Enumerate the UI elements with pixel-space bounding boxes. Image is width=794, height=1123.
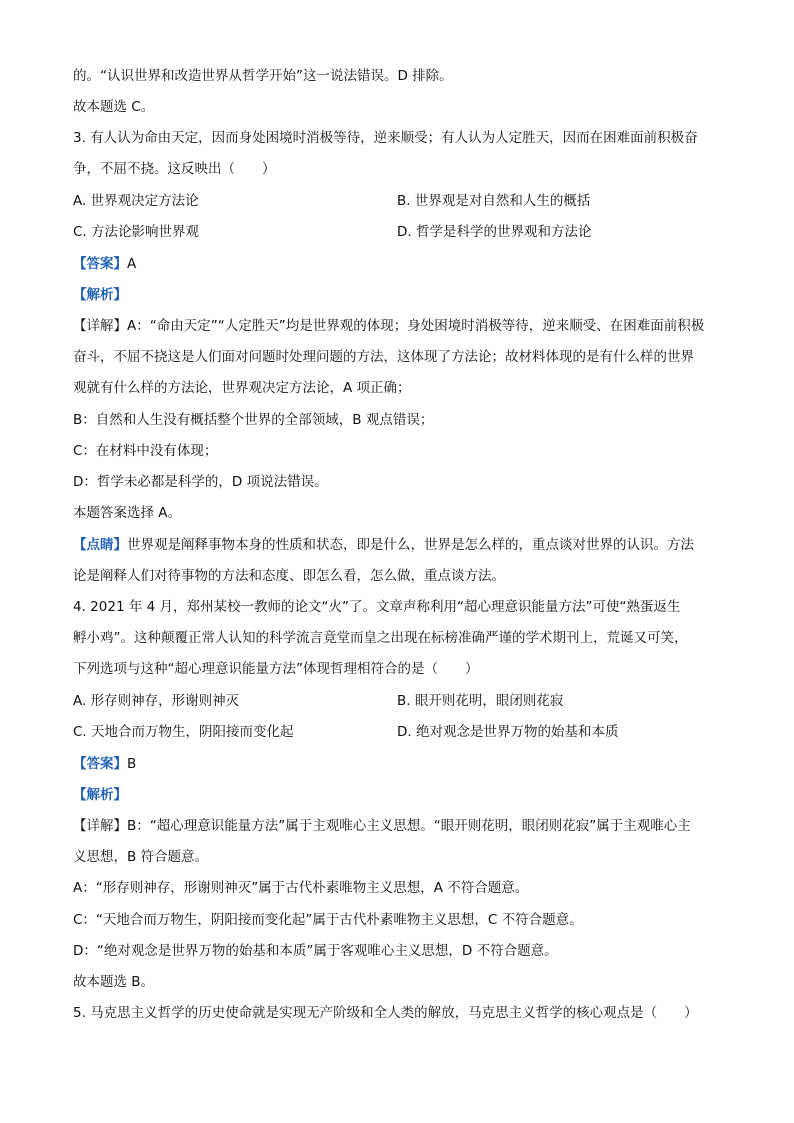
question-4-stem: 4. 2021 年 4 月，郑州某校一教师的论文“火”了。文章声称利用“超心理意识能量方法”可使“熟蛋返生: [73, 599, 681, 615]
question-3-option-a: A. 世界观决定方法论: [73, 193, 199, 209]
question-3-stem: 3. 有人认为命由天定，因而身处困境时消极等待，逆来顺受；有人认为人定胜天，因而在困难面前积极奋: [73, 130, 698, 146]
answer-value: A: [127, 256, 137, 272]
detail-line: 义思想，B 符合题意。: [73, 849, 209, 865]
detail-line: [73, 816, 691, 836]
detail-line: [73, 316, 704, 336]
answer-value: B: [127, 756, 137, 772]
detail-line: 奋斗，不屈不挠这是人们面对问题时处理问题的方法，这体现了方法论；故材料体现的是有什么样的世界: [73, 349, 694, 365]
detail-text: A：“命由天定”“人定胜天”均是世界观的体现；身处困境时消极等待，逆来顺受、在困难面前积极: [127, 318, 705, 334]
tip-text: 世界观是阐释事物本身的性质和状态，即是什么，世界是怎么样的，重点谈对世界的认识。方法: [127, 537, 694, 553]
analysis-tag: 【解析】: [73, 787, 127, 803]
detail-line: C：在材料中没有体现；: [73, 443, 218, 459]
detail-line: D：哲学未必都是科学的，D 项说法错误。: [73, 474, 328, 490]
detail-tag: 【详解】: [73, 818, 127, 834]
question-4-option-c: C. 天地合而万物生，阴阳接而变化起: [73, 724, 294, 740]
question-5-stem: 5. 马克思主义哲学的历史使命就是实现无产阶级和全人类的解放，马克思主义哲学的核心观点是（ ）: [73, 1005, 698, 1021]
detail-text: B：“超心理意识能量方法”属于主观唯心主义思想。“眼开则花明，眼闭则花寂”属于主观唯心主: [127, 818, 691, 834]
detail-line: D：“绝对观念是世界万物的始基和本质”属于客观唯心主义思想，D 不符合题意。: [73, 943, 558, 959]
question-3-option-b: B. 世界观是对自然和人生的概括: [397, 193, 591, 209]
detail-line: A：“形存则神存，形谢则神灭”属于古代朴素唯物主义思想，A 不符合题意。: [73, 880, 529, 896]
text-line: 的。“认识世界和改造世界从哲学开始”这一说法错误。D 排除。: [73, 68, 453, 84]
detail-tag: 【详解】: [73, 318, 127, 334]
analysis-line: [73, 285, 127, 305]
analysis-line: [73, 785, 127, 805]
question-4-option-b: B. 眼开则花明，眼闭则花寂: [397, 693, 564, 709]
analysis-tag: 【解析】: [73, 287, 127, 303]
question-4-stem: 下列选项与这种“超心理意识能量方法”体现哲理相符合的是（ ）: [73, 661, 479, 677]
detail-line: 本题答案选择 A。: [73, 505, 182, 521]
detail-line: B：自然和人生没有概括整个世界的全部领域，B 观点错误；: [73, 412, 434, 428]
tip-line: [73, 535, 694, 555]
detail-line: 观就有什么样的方法论，世界观决定方法论，A 项正确；: [73, 380, 411, 396]
answer-line: [73, 754, 136, 774]
tip-line: 论是阐释人们对待事物的方法和态度、即怎么看，怎么做，重点谈方法。: [73, 568, 505, 584]
answer-tag: 【答案】: [73, 756, 127, 772]
question-3-option-d: D. 哲学是科学的世界观和方法论: [397, 224, 592, 240]
question-4-option-a: A. 形存则神存，形谢则神灭: [73, 693, 240, 709]
question-4-stem: 孵小鸡”。这种颠覆正常人认知的科学流言竟堂而皇之出现在标榜准确严谨的学术期刊上，荒诞又可笑，: [73, 630, 688, 646]
detail-line: C：“天地合而万物生，阴阳接而变化起”属于古代朴素唯物主义思想，C 不符合题意。: [73, 912, 583, 928]
question-4-option-d: D. 绝对观念是世界万物的始基和本质: [397, 724, 619, 740]
question-3-option-c: C. 方法论影响世界观: [73, 224, 200, 240]
tip-tag: 【点睛】: [73, 537, 127, 553]
text-line: 故本题选 C。: [73, 99, 155, 115]
detail-line: 故本题选 B。: [73, 974, 155, 990]
answer-tag: 【答案】: [73, 256, 127, 272]
question-3-stem: 争，不屈不挠。这反映出（ ）: [73, 161, 276, 177]
answer-line: [73, 254, 136, 274]
